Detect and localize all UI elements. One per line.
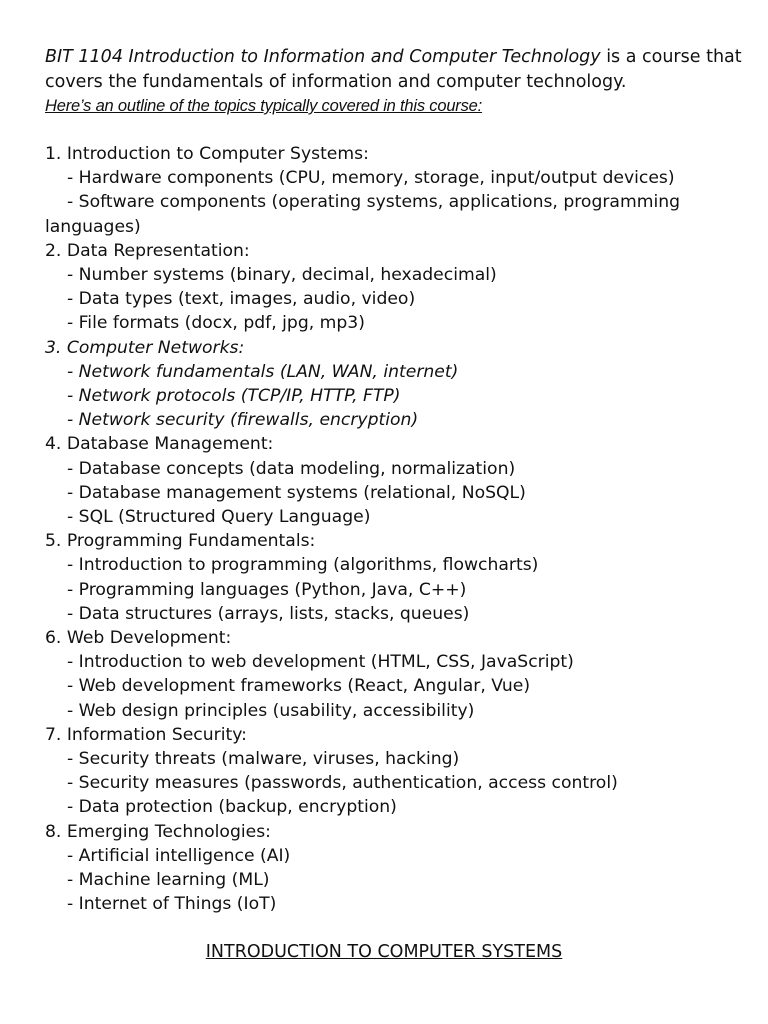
- topic-item: - Network protocols (TCP/IP, HTTP, FTP): [67, 386, 401, 407]
- topic-item: - Programming languages (Python, Java, C++): [67, 579, 467, 600]
- topic-item: - Data types (text, images, audio, video): [67, 289, 416, 310]
- topic-title: 5. Programming Fundamentals:: [45, 531, 316, 552]
- topic-title: 6. Web Development:: [45, 628, 232, 649]
- course-title: BIT 1104 Introduction to Information and Computer Technology: [45, 47, 601, 67]
- topic-item: - Security measures (passwords, authentication, access control): [67, 773, 618, 794]
- topic-item: - Data structures (arrays, lists, stacks, queues): [67, 603, 470, 624]
- topic-item: - Web development frameworks (React, Angular, Vue): [67, 676, 531, 697]
- topic-title: 8. Emerging Technologies:: [45, 821, 271, 842]
- topic-item: - Machine learning (ML): [67, 870, 270, 891]
- topic-item: - Artificial intelligence (AI): [67, 845, 291, 866]
- topic-title: 2. Data Representation:: [45, 240, 250, 261]
- topic-title: 1. Introduction to Computer Systems:: [45, 144, 369, 164]
- topic-item: - Network fundamentals (LAN, WAN, internet): [67, 361, 459, 382]
- topic-item: - Introduction to programming (algorithms, flowcharts): [67, 555, 539, 576]
- topic-outline: [45, 142, 745, 917]
- topic-item: - File formats (docx, pdf, jpg, mp3): [67, 313, 365, 334]
- topic-item: - Software components (operating systems, applications, programming languages): [45, 192, 681, 237]
- course-description: is a course that covers the fundamentals of information and computer technology.: [45, 47, 742, 92]
- outline-note: Here’s an outline of the topics typically covered in this course:: [45, 97, 483, 115]
- intro-paragraph: [45, 45, 745, 94]
- topic-title: 4. Database Management:: [45, 434, 274, 455]
- topic-item: - Database management systems (relational, NoSQL): [67, 482, 526, 503]
- topic-item: - Hardware components (CPU, memory, storage, input/output devices): [67, 168, 675, 189]
- topic-item: - Number systems (binary, decimal, hexadecimal): [67, 265, 497, 286]
- topic-item: - SQL (Structured Query Language): [67, 507, 371, 528]
- topic-item: - Security threats (malware, viruses, hacking): [67, 749, 460, 770]
- topic-item: - Introduction to web development (HTML, CSS, JavaScript): [67, 652, 574, 673]
- topic-item: - Database concepts (data modeling, normalization): [67, 458, 516, 479]
- topic-item: - Network security (firewalls, encryption): [67, 410, 419, 431]
- topic-title: 7. Information Security:: [45, 724, 247, 745]
- topic-item: - Internet of Things (IoT): [67, 894, 277, 915]
- topic-title: 3. Computer Networks:: [45, 337, 245, 358]
- topic-item: - Data protection (backup, encryption): [67, 797, 397, 818]
- section-heading: INTRODUCTION TO COMPUTER SYSTEMS: [205, 942, 563, 962]
- topic-item: - Web design principles (usability, accessibility): [67, 700, 475, 721]
